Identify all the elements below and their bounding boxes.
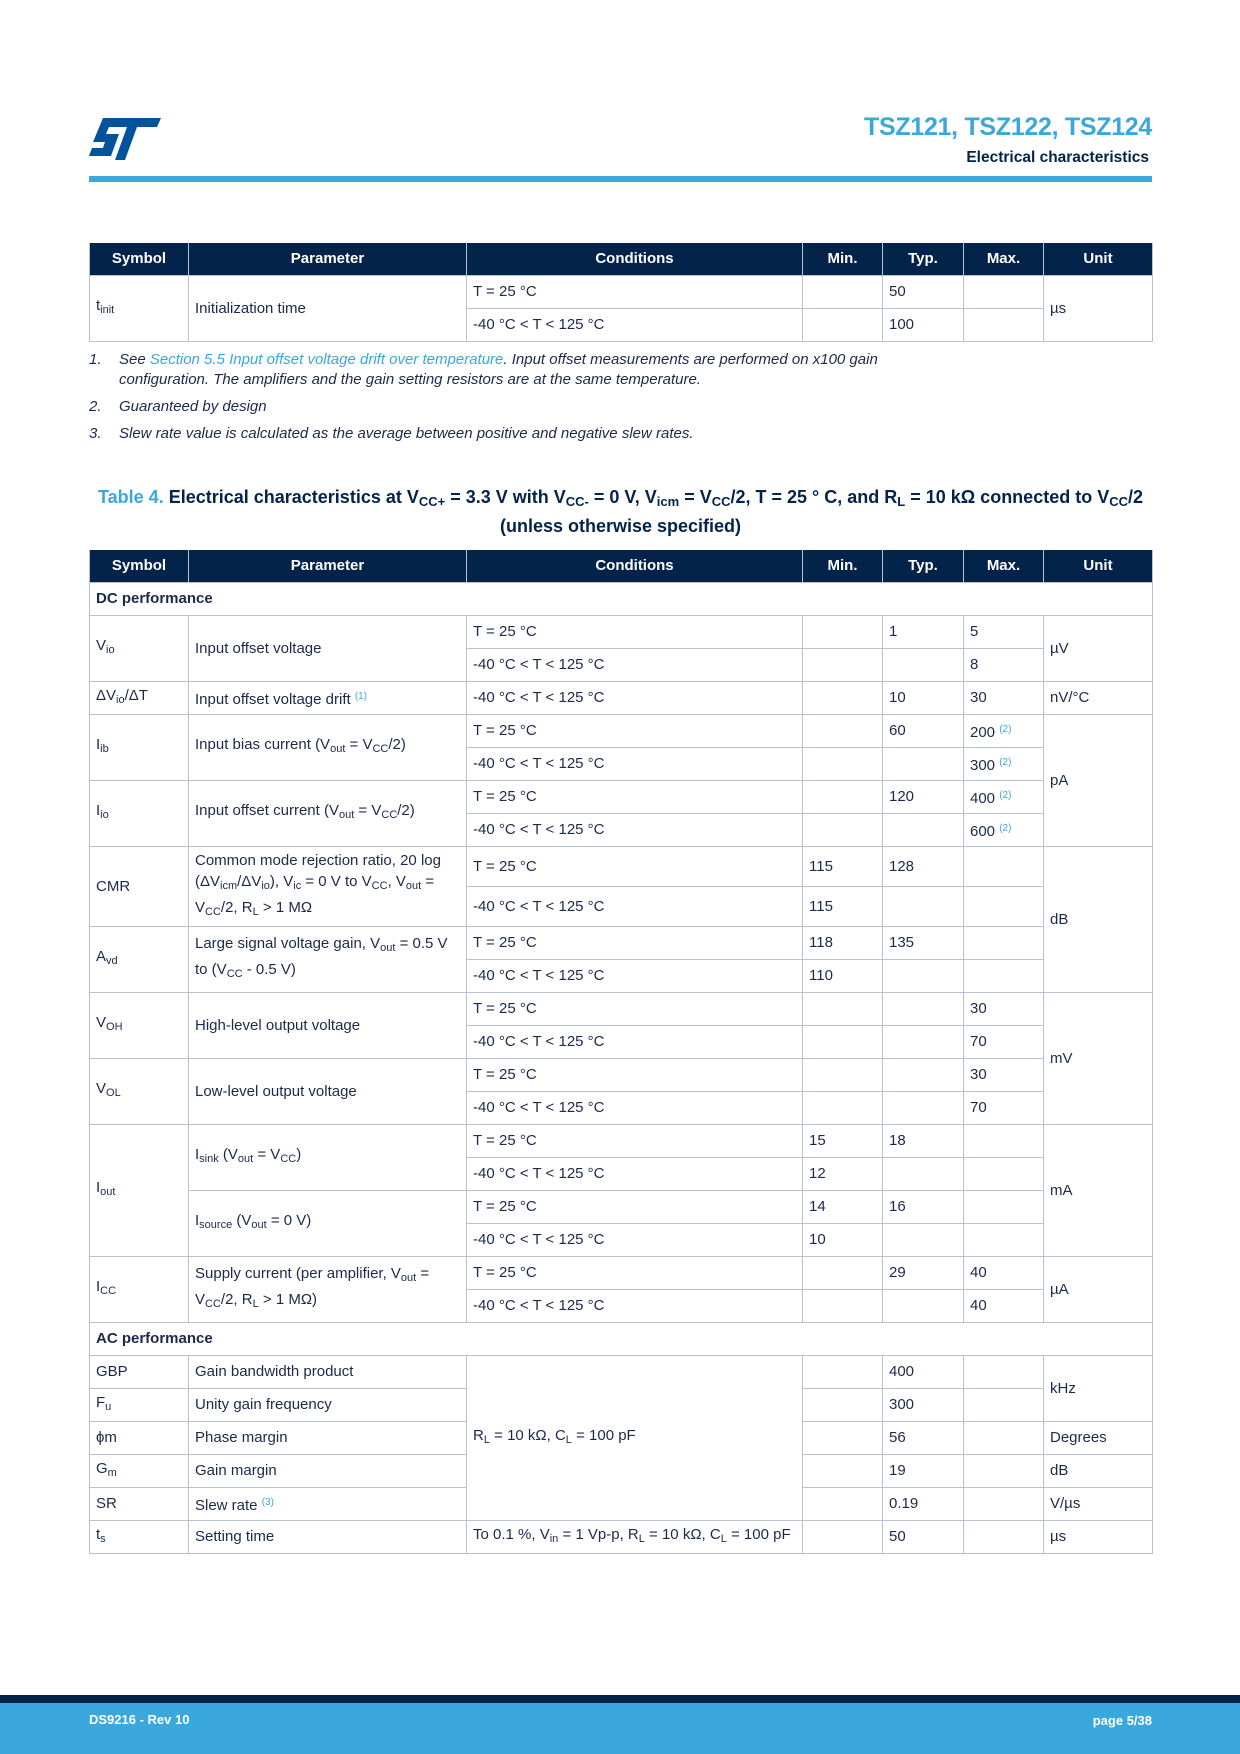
subscript: vd bbox=[106, 955, 118, 967]
table-cell: $\Delta V_{io}/\Delta T$ bbox=[90, 681, 189, 714]
subscript: out bbox=[237, 1153, 254, 1165]
table-cell: kHz bbox=[1044, 1355, 1153, 1421]
subscript: L bbox=[483, 1433, 490, 1446]
table-cell: Degrees bbox=[1044, 1421, 1153, 1454]
table-cell: 18 bbox=[883, 1124, 964, 1157]
table-cell: mV bbox=[1044, 992, 1153, 1124]
subscript: init bbox=[100, 304, 115, 316]
table-cell: CMR bbox=[90, 846, 189, 926]
document-revision: DS9216 - Rev 10 bbox=[89, 1712, 190, 1727]
table-cell: 600 $^{(2)}$ bbox=[964, 813, 1044, 846]
table-cell: 8 bbox=[964, 648, 1044, 681]
table-cell bbox=[964, 1157, 1044, 1190]
table-row bbox=[90, 926, 1153, 959]
table-cell bbox=[883, 886, 964, 926]
table-cell: $I_{io}$ bbox=[90, 780, 189, 846]
table-cell: dB bbox=[1044, 1454, 1153, 1487]
table-cell bbox=[803, 1487, 883, 1520]
table-cell bbox=[964, 846, 1044, 886]
table-cell bbox=[803, 1289, 883, 1322]
table-cell: mA bbox=[1044, 1124, 1153, 1256]
table-row bbox=[90, 1355, 1153, 1388]
subscript: CC bbox=[205, 905, 221, 918]
table-row bbox=[90, 1520, 1153, 1553]
footnote-number: 1. bbox=[89, 351, 102, 368]
footnote bbox=[89, 424, 939, 444]
table-cell bbox=[883, 1223, 964, 1256]
table-cell: Supply current (per amplifier, $V_{out} = V_{CC}/2$, $R_L > 1$ MΩ) bbox=[189, 1256, 467, 1322]
table-cell: 400 $^{(2)}$ bbox=[964, 780, 1044, 813]
table-cell bbox=[883, 813, 964, 846]
table-cell: T = 25 °C bbox=[467, 780, 803, 813]
table-cell bbox=[803, 1091, 883, 1124]
table-cell: Input bias current $(V_{out} = V_{CC}/2)$ bbox=[189, 714, 467, 780]
table-cell: 15 bbox=[803, 1124, 883, 1157]
table-cell: $F_u$ bbox=[90, 1388, 189, 1421]
table-row bbox=[90, 615, 1153, 648]
table-cell: 118 bbox=[803, 926, 883, 959]
table-cell bbox=[803, 1388, 883, 1421]
table-row bbox=[90, 681, 1153, 714]
page-number: page 5/38 bbox=[1092, 1713, 1152, 1728]
table-cell: $A_{vd}$ bbox=[90, 926, 189, 992]
table-cell bbox=[803, 681, 883, 714]
subscript: io bbox=[100, 809, 109, 821]
table-cell bbox=[803, 780, 883, 813]
table-cell bbox=[803, 1025, 883, 1058]
subscript: u bbox=[105, 1400, 112, 1413]
table-cell: 19 bbox=[883, 1454, 964, 1487]
table-row bbox=[90, 1190, 1153, 1223]
table-cell: $G_m$ bbox=[90, 1454, 189, 1487]
table-cell: To 0.1 %, $V_{in} = 1$ Vp-p, $R_L = 10$ kΩ, $C_L = 100$ pF bbox=[467, 1520, 803, 1553]
table-cell bbox=[883, 747, 964, 780]
table-cell: -40 °C < T < 125 °C bbox=[467, 648, 803, 681]
table-cell bbox=[803, 1058, 883, 1091]
subscript: L bbox=[897, 494, 906, 509]
table-cell: ϕm bbox=[90, 1421, 189, 1454]
subscript: out bbox=[405, 879, 422, 892]
subscript: out bbox=[100, 1186, 116, 1198]
subscript: out bbox=[400, 1272, 417, 1284]
table-cell bbox=[964, 886, 1044, 926]
table-cell: 110 bbox=[803, 959, 883, 992]
table-cell: Slew rate $^{(3)}$ bbox=[189, 1487, 467, 1520]
section-row bbox=[90, 1322, 1153, 1355]
table-cell bbox=[803, 648, 883, 681]
column-header: Symbol bbox=[90, 550, 189, 582]
table-cell: -40 °C < T < 125 °C bbox=[467, 1091, 803, 1124]
table-cell: 5 bbox=[964, 615, 1044, 648]
table-cell: 1 bbox=[883, 615, 964, 648]
table-row bbox=[90, 714, 1153, 747]
table-cell: 29 bbox=[883, 1256, 964, 1289]
section-title: Electrical characteristics bbox=[966, 149, 1149, 166]
table-cell bbox=[964, 1190, 1044, 1223]
subscript: OH bbox=[106, 1021, 123, 1033]
table-cell: Initialization time bbox=[189, 275, 467, 341]
subscript: CC bbox=[100, 1285, 117, 1297]
table-cell bbox=[883, 1025, 964, 1058]
table-cell: T = 25 °C bbox=[467, 1058, 803, 1091]
table-cell: Setting time bbox=[189, 1520, 467, 1553]
table-row bbox=[90, 275, 1153, 308]
table-label: Table 4. bbox=[98, 487, 164, 507]
section-row bbox=[90, 582, 1153, 615]
table-cell: V/µs bbox=[1044, 1487, 1153, 1520]
subscript: CC bbox=[381, 809, 398, 821]
subscript: io bbox=[261, 879, 270, 892]
column-header: Unit bbox=[1044, 550, 1153, 582]
table-cell: 40 bbox=[964, 1256, 1044, 1289]
section-heading: AC performance bbox=[90, 1322, 1153, 1355]
table-cell bbox=[964, 275, 1044, 308]
table-cell: 56 bbox=[883, 1421, 964, 1454]
table-cell: 400 bbox=[883, 1355, 964, 1388]
footnote-number: 2. bbox=[89, 398, 102, 415]
table-cell: T = 25 °C bbox=[467, 926, 803, 959]
table-cell: 14 bbox=[803, 1190, 883, 1223]
table-cell: T = 25 °C bbox=[467, 275, 803, 308]
table-cell bbox=[964, 926, 1044, 959]
subscript: s bbox=[100, 1532, 106, 1545]
column-header: Conditions bbox=[467, 550, 803, 582]
subscript: L bbox=[252, 905, 259, 918]
subscript: ic bbox=[293, 879, 302, 892]
column-header: Unit bbox=[1044, 243, 1153, 275]
table-cell bbox=[883, 648, 964, 681]
table-cell: 115 bbox=[803, 846, 883, 886]
subscript: ib bbox=[100, 743, 109, 755]
table-row bbox=[90, 780, 1153, 813]
subscript: in bbox=[549, 1532, 559, 1545]
subscript: OL bbox=[106, 1087, 121, 1099]
table-cell: $I_{sink}$ $(V_{out} = V_{CC})$ bbox=[189, 1124, 467, 1190]
table-cell: Phase margin bbox=[189, 1421, 467, 1454]
table-cell: Unity gain frequency bbox=[189, 1388, 467, 1421]
subscript: L bbox=[638, 1532, 645, 1545]
table-cell: µA bbox=[1044, 1256, 1153, 1322]
footnote-ref-link[interactable]: (2) bbox=[999, 756, 1012, 768]
st-logo bbox=[89, 118, 161, 160]
subscript: out bbox=[380, 942, 396, 954]
subscript: CC+ bbox=[418, 494, 446, 509]
footnote-number: 3. bbox=[89, 425, 102, 442]
footnote-text: Slew rate value is calculated as the average between positive and negative slew rates. bbox=[119, 425, 694, 442]
subscript: icm bbox=[656, 494, 680, 509]
footnote bbox=[89, 350, 939, 390]
subscript: icm bbox=[220, 879, 238, 892]
table-cell: Low-level output voltage bbox=[189, 1058, 467, 1124]
subscript: CC bbox=[205, 1298, 221, 1310]
table-cell bbox=[964, 959, 1044, 992]
table-cell: $I_{ib}$ bbox=[90, 714, 189, 780]
table-cell: Large signal voltage gain, $V_{out} = 0.5$ V to ($V_{CC} - 0.5$ V) bbox=[189, 926, 467, 992]
column-header: Conditions bbox=[467, 243, 803, 275]
section-heading: DC performance bbox=[90, 582, 1153, 615]
column-header: Min. bbox=[803, 550, 883, 582]
table-cell bbox=[883, 1157, 964, 1190]
table-cell: SR bbox=[90, 1487, 189, 1520]
table-cell: $R_L = 10$ kΩ, $C_L = 100$ pF bbox=[467, 1355, 803, 1520]
footnote-text: See Section 5.5 Input offset voltage drift over temperature. Input offset measurements are performed on x100 gain configuration. The amplifiers and the gain setting resistors are at the same temperature. bbox=[119, 351, 878, 388]
table-cell: µs bbox=[1044, 275, 1153, 341]
table-cell: Input offset current $(V_{out} = V_{CC}/2)$ bbox=[189, 780, 467, 846]
table-cell: T = 25 °C bbox=[467, 1256, 803, 1289]
footnote-text: Guaranteed by design bbox=[119, 398, 267, 415]
table-cell: 10 bbox=[883, 681, 964, 714]
subscript: CC bbox=[1109, 494, 1128, 509]
table-cell: 128 bbox=[883, 846, 964, 886]
table-cell: High-level output voltage bbox=[189, 992, 467, 1058]
table-cell bbox=[803, 1421, 883, 1454]
subscript: CC bbox=[226, 968, 243, 980]
subscript: out bbox=[330, 743, 346, 755]
table-cell: $I_{out}$ bbox=[90, 1124, 189, 1256]
table-caption bbox=[89, 485, 1152, 539]
table-cell: $t_s$ bbox=[90, 1520, 189, 1553]
table-cell: 300 $^{(2)}$ bbox=[964, 747, 1044, 780]
subscript: CC bbox=[711, 494, 731, 509]
subscript: io bbox=[106, 644, 115, 656]
table-cell bbox=[883, 992, 964, 1025]
table-cell: 60 bbox=[883, 714, 964, 747]
table-cell bbox=[883, 959, 964, 992]
table-cell: 50 bbox=[883, 1520, 964, 1553]
table-cell: 300 bbox=[883, 1388, 964, 1421]
table-cell: T = 25 °C bbox=[467, 1124, 803, 1157]
table-cell: 40 bbox=[964, 1289, 1044, 1322]
footnote bbox=[89, 397, 939, 417]
page-footer bbox=[0, 1703, 1240, 1754]
table-cell: 30 bbox=[964, 1058, 1044, 1091]
table-cell bbox=[964, 1223, 1044, 1256]
footnote-ref-link[interactable]: (2) bbox=[999, 789, 1012, 801]
footnote-ref-link[interactable]: (2) bbox=[999, 822, 1012, 834]
table-cell: -40 °C < T < 125 °C bbox=[467, 681, 803, 714]
table-cell bbox=[883, 1091, 964, 1124]
table-cell: $I_{CC}$ bbox=[90, 1256, 189, 1322]
table-cell bbox=[964, 308, 1044, 341]
table-cell bbox=[803, 308, 883, 341]
table-cell: nV/°C bbox=[1044, 681, 1153, 714]
subscript: io bbox=[116, 693, 125, 706]
header-rule bbox=[89, 176, 1152, 182]
table-cell: T = 25 °C bbox=[467, 615, 803, 648]
subscript: L bbox=[720, 1532, 727, 1545]
table-cell: Gain margin bbox=[189, 1454, 467, 1487]
electrical-characteristics-table bbox=[89, 550, 1153, 1554]
subscript: CC bbox=[371, 879, 388, 892]
column-header: Max. bbox=[964, 550, 1044, 582]
table-row bbox=[90, 1058, 1153, 1091]
table-cell: 30 bbox=[964, 992, 1044, 1025]
table-cell bbox=[803, 747, 883, 780]
table-cell: GBP bbox=[90, 1355, 189, 1388]
column-header: Min. bbox=[803, 243, 883, 275]
table-cell bbox=[803, 1454, 883, 1487]
table-row bbox=[90, 1124, 1153, 1157]
table-cell: $V_{OL}$ bbox=[90, 1058, 189, 1124]
table-cell: dB bbox=[1044, 846, 1153, 992]
table-cell bbox=[883, 1289, 964, 1322]
table-cell: -40 °C < T < 125 °C bbox=[467, 1025, 803, 1058]
initialization-time-table bbox=[89, 243, 1153, 342]
subscript: out bbox=[338, 809, 355, 821]
table-cell bbox=[964, 1421, 1044, 1454]
table-row bbox=[90, 992, 1153, 1025]
table-cell: 70 bbox=[964, 1091, 1044, 1124]
table-cell: -40 °C < T < 125 °C bbox=[467, 1157, 803, 1190]
table-cell bbox=[803, 714, 883, 747]
table-row bbox=[90, 846, 1153, 886]
table-cell: pA bbox=[1044, 714, 1153, 846]
table-cell: T = 25 °C bbox=[467, 714, 803, 747]
table-cell bbox=[803, 615, 883, 648]
table-cell: µs bbox=[1044, 1520, 1153, 1553]
table-cell: Gain bandwidth product bbox=[189, 1355, 467, 1388]
table-cell bbox=[883, 1058, 964, 1091]
section-link[interactable]: Section 5.5 Input offset voltage drift over temperature bbox=[149, 351, 504, 368]
table-cell: 16 bbox=[883, 1190, 964, 1223]
subscript: CC bbox=[372, 743, 389, 755]
table-cell: 30 bbox=[964, 681, 1044, 714]
table-cell: $V_{OH}$ bbox=[90, 992, 189, 1058]
table-cell: 0.19 bbox=[883, 1487, 964, 1520]
table-cell bbox=[803, 1520, 883, 1553]
table-notes bbox=[89, 350, 939, 451]
table-cell: -40 °C < T < 125 °C bbox=[467, 886, 803, 926]
table-cell: -40 °C < T < 125 °C bbox=[467, 308, 803, 341]
table-cell bbox=[803, 1256, 883, 1289]
table-cell bbox=[964, 1124, 1044, 1157]
subscript: CC- bbox=[565, 494, 589, 509]
table-caption-text: Electrical characteristics at $V_{CC+} = 3.3$ V with $V_{CC-} = 0$ V, $V_{icm} = V_{CC}/2$, T = 25 ° C, and $R_L = 10$ kΩ connected to $V_{CC}/2$ (unless otherwise specified) bbox=[163, 487, 1143, 536]
table-cell: 200 $^{(2)}$ bbox=[964, 714, 1044, 747]
footnote-ref-link[interactable]: (1) bbox=[354, 690, 368, 702]
table-cell: 135 bbox=[883, 926, 964, 959]
footer-band bbox=[0, 1695, 1240, 1703]
subscript: L bbox=[565, 1433, 572, 1446]
table-cell: 70 bbox=[964, 1025, 1044, 1058]
table-cell: 50 bbox=[883, 275, 964, 308]
column-header: Parameter bbox=[189, 243, 467, 275]
table-cell: Input offset voltage drift $^{(1)}$ bbox=[189, 681, 467, 714]
table-cell: 10 bbox=[803, 1223, 883, 1256]
table-cell: -40 °C < T < 125 °C bbox=[467, 1289, 803, 1322]
table-row bbox=[90, 1256, 1153, 1289]
table-cell: -40 °C < T < 125 °C bbox=[467, 959, 803, 992]
table-cell bbox=[803, 992, 883, 1025]
column-header: Parameter bbox=[189, 550, 467, 582]
table-cell: T = 25 °C bbox=[467, 846, 803, 886]
table-cell bbox=[964, 1487, 1044, 1520]
table-cell bbox=[964, 1355, 1044, 1388]
table-cell: T = 25 °C bbox=[467, 1190, 803, 1223]
footnote-ref-link[interactable]: (2) bbox=[999, 723, 1012, 735]
table-cell: 120 bbox=[883, 780, 964, 813]
table-cell bbox=[964, 1454, 1044, 1487]
table-cell: -40 °C < T < 125 °C bbox=[467, 1223, 803, 1256]
table-cell bbox=[964, 1388, 1044, 1421]
table-cell bbox=[803, 275, 883, 308]
table-cell bbox=[803, 813, 883, 846]
footnote-ref-link[interactable]: (3) bbox=[261, 1496, 274, 1508]
table-cell: T = 25 °C bbox=[467, 992, 803, 1025]
table-cell: -40 °C < T < 125 °C bbox=[467, 747, 803, 780]
column-header: Typ. bbox=[883, 243, 964, 275]
column-header: Typ. bbox=[883, 550, 964, 582]
table-cell: 12 bbox=[803, 1157, 883, 1190]
document-title: TSZ121, TSZ122, TSZ124 bbox=[864, 113, 1152, 141]
table-cell bbox=[964, 1520, 1044, 1553]
table-cell: Input offset voltage bbox=[189, 615, 467, 681]
table-cell: -40 °C < T < 125 °C bbox=[467, 813, 803, 846]
table-cell: 115 bbox=[803, 886, 883, 926]
subscript: sink bbox=[199, 1153, 219, 1165]
table-cell: 100 bbox=[883, 308, 964, 341]
column-header: Max. bbox=[964, 243, 1044, 275]
subscript: source bbox=[199, 1219, 233, 1231]
subscript: CC bbox=[280, 1153, 297, 1165]
table-cell bbox=[803, 1355, 883, 1388]
table-header-row bbox=[90, 243, 1153, 275]
table-cell: Common mode rejection ratio, 20 $\log (\Delta V_{icm}/\Delta V_{io})$, $V_{ic} = 0$ V to $V_{CC}$, $V_{out} = V_{CC}/2$, $R_L > 1$ MΩ bbox=[189, 846, 467, 926]
table-cell: $V_{io}$ bbox=[90, 615, 189, 681]
subscript: out bbox=[251, 1219, 267, 1231]
table-cell: µV bbox=[1044, 615, 1153, 681]
subscript: L bbox=[252, 1298, 259, 1310]
table-cell: $I_{source}$ ($V_{out} = 0$ V) bbox=[189, 1190, 467, 1256]
table-header-row bbox=[90, 550, 1153, 582]
subscript: m bbox=[107, 1466, 117, 1479]
table-cell: $t_{init}$ bbox=[90, 275, 189, 341]
column-header: Symbol bbox=[90, 243, 189, 275]
